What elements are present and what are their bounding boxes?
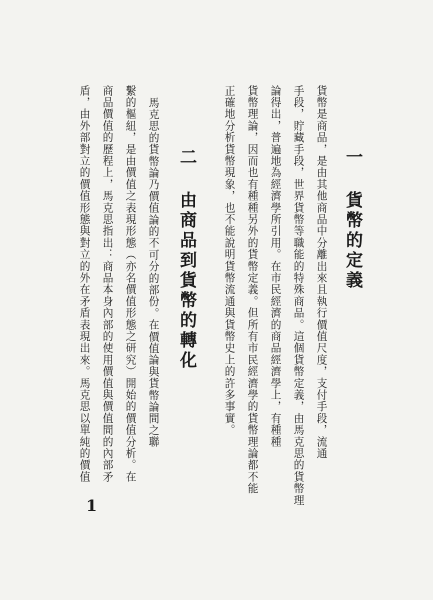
section-heading-1: 一 貨幣的定義 (342, 148, 362, 291)
body-line: 馬克思的貨幣論乃價值論的不可分的部份。在價值論與貨幣論間之聯 (147, 97, 160, 448)
body-line: 論得出，普遍地為經濟學所引用。在市民經濟的商品經濟學上，有種種 (269, 85, 282, 448)
body-line: 手段，貯藏手段，世界貨幣等職能的特殊商品。這個貨幣定義，由馬克思的貨幣理 (292, 85, 305, 507)
body-line: 盾，由外部對立的價值形態與對立的外在矛盾表現出來。馬克思以單純的價值 (78, 85, 91, 483)
body-line: 貨幣理論，因而也有種種另外的貨幣定義。但所有市民經濟學的貨幣理論都不能 (246, 85, 259, 495)
page-number: 1 (86, 496, 98, 515)
body-line: 繫的樞紐，是由價值之表現形態（亦名價值形態之研究）開始的價值分析。在 (124, 85, 137, 483)
section-heading-2: 二 由商品到貨幣的轉化 (176, 148, 196, 371)
body-line: 正確地分析貨幣現象，也不能說明貨幣流通與貨幣史上的許多事實。 (223, 85, 236, 436)
body-line: 貨幣是商品，是由其他商品中分離出來且執行價值尺度，支付手段，流通 (315, 85, 328, 460)
body-line: 商品價值的歷程上，馬克思指出：商品本身內部的使用價值與價值間的內部矛 (101, 85, 114, 483)
